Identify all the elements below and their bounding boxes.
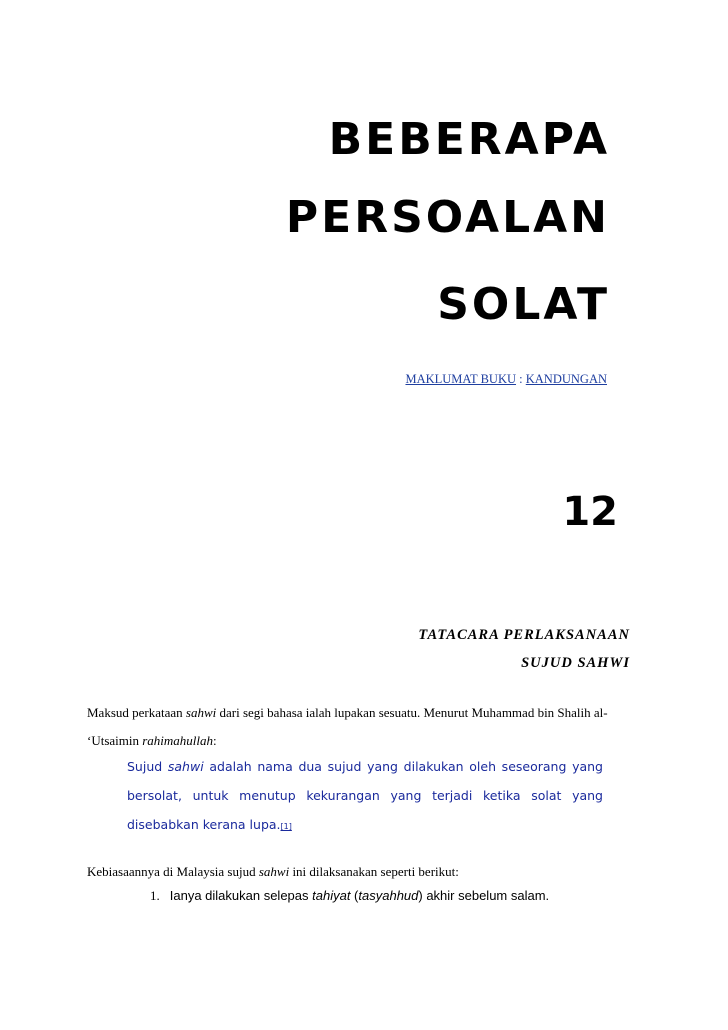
italic-term: sahwi xyxy=(167,759,204,774)
title-line-1: BEBERAPA xyxy=(328,114,610,165)
italic-term: tahiyat xyxy=(312,888,351,903)
text-run: ) akhir sebelum salam. xyxy=(418,888,550,903)
italic-term: rahimahullah xyxy=(142,733,214,748)
text-run: Sujud xyxy=(127,759,168,774)
italic-term: tasyahhud xyxy=(358,888,419,903)
italic-term: sahwi xyxy=(258,864,290,879)
text-run: adalah nama dua sujud yang dilakukan oleh seseorang yang xyxy=(203,759,603,774)
footnote-link[interactable]: [1] xyxy=(280,822,292,831)
text-run: Ianya dilakukan selepas xyxy=(169,888,313,903)
quote-line-2: bersolat, untuk menutup kekurangan yang terjadi ketika solat yang xyxy=(127,788,603,803)
list-item xyxy=(150,888,549,904)
chapter-subtitle-line-2: SUJUD SAHWI xyxy=(521,655,630,671)
chapter-subtitle-line-1: TATACARA PERLAKSANAAN xyxy=(418,627,630,643)
quote-line-1 xyxy=(127,759,603,774)
text-run: ‘Utsaimin xyxy=(87,733,143,748)
chapter-number: 12 xyxy=(562,489,618,535)
book-info-link[interactable]: MAKLUMAT BUKU xyxy=(405,372,517,386)
text-run: disebabkan kerana lupa. xyxy=(127,817,281,832)
nav-separator: : xyxy=(516,372,526,386)
text-run: dari segi bahasa ialah lupakan sesuatu. Menurut Muhammad bin Shalih al- xyxy=(216,705,608,720)
text-run: Kebiasaannya di Malaysia sujud xyxy=(87,864,259,879)
contents-link[interactable]: KANDUNGAN xyxy=(525,372,607,386)
paragraph-1-line-2 xyxy=(87,733,217,749)
paragraph-2 xyxy=(87,864,459,880)
list-number: 1. xyxy=(150,888,160,903)
paragraph-1-line-1 xyxy=(87,705,608,721)
title-line-2: PERSOALAN xyxy=(285,192,610,243)
text-run: ( xyxy=(350,888,359,903)
text-run: : xyxy=(213,733,217,748)
text-run: Maksud perkataan xyxy=(87,705,186,720)
book-nav xyxy=(405,372,607,387)
quote-line-3 xyxy=(127,817,603,832)
italic-term: sahwi xyxy=(185,705,217,720)
text-run: ini dilaksanakan seperti berikut: xyxy=(289,864,459,879)
title-line-3: SOLAT xyxy=(437,279,610,330)
